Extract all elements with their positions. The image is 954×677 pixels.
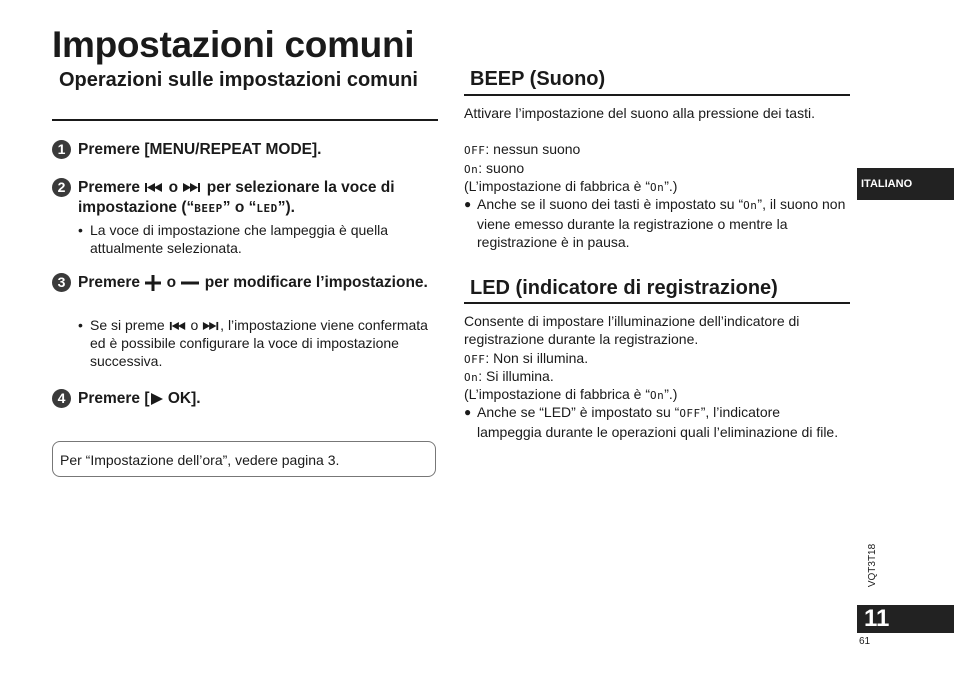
reference-note: Per “Impostazione dell’ora”, vedere pagina 3.	[52, 441, 436, 477]
divider	[52, 119, 438, 121]
bullet-dot: ●	[464, 405, 472, 419]
skip-back-icon	[169, 321, 187, 331]
beep-segment-label: BEEP	[194, 202, 223, 215]
play-icon	[150, 392, 164, 406]
step-number: 3	[52, 273, 71, 292]
beep-intro: Attivare l’impostazione del suono alla pressione dei tasti.	[464, 105, 815, 121]
off-segment-label: OFF	[464, 144, 486, 157]
bullet-dot: ●	[464, 197, 472, 211]
off-segment-label: OFF	[464, 353, 486, 366]
led-intro: Consente di impostare l’illuminazione dell’indicatore di registrazione durante la registrazione.	[464, 313, 800, 348]
skip-forward-icon	[182, 182, 202, 193]
model-code: VQT3T18	[867, 543, 879, 588]
step-number: 1	[52, 140, 71, 159]
beep-factory-default: (L’impostazione di fabbrica è “On”.)	[464, 178, 678, 194]
section-subtitle: Operazioni sulle impostazioni comuni	[59, 69, 418, 91]
led-note: Anche se “LED” è impostato su “OFF”, l’indicatore lampeggia durante le operazioni quali l’eliminazione di file.	[477, 404, 839, 441]
led-option-on: On: Si illumina.	[464, 368, 554, 384]
plus-icon	[144, 274, 162, 292]
beep-option-off: OFF: nessun suono	[464, 141, 581, 157]
sub-page-number: 61	[859, 636, 871, 647]
skip-forward-icon	[202, 321, 220, 331]
language-tab: ITALIANO	[857, 168, 954, 200]
led-factory-default: (L’impostazione di fabbrica è “On”.)	[464, 386, 678, 402]
step-number: 2	[52, 178, 71, 197]
beep-note: Anche se il suono dei tasti è impostato su “On”, il suono non viene emesso durante la registrazione o mentre la registrazione è in pausa.	[477, 196, 846, 251]
skip-back-icon	[144, 182, 164, 193]
divider	[464, 302, 850, 304]
beep-section-title: BEEP (Suono)	[470, 68, 606, 90]
led-section-title: LED (indicatore di registrazione)	[470, 277, 778, 299]
on-segment-label: On	[464, 371, 479, 384]
page-title: Impostazioni comuni	[52, 24, 415, 65]
beep-option-on: On: suono	[464, 160, 525, 176]
led-segment-label: LED	[256, 202, 278, 215]
step-number: 4	[52, 389, 71, 408]
led-option-off: OFF: Non si illumina.	[464, 350, 589, 366]
step-text: Premere [MENU/REPEAT MODE].	[78, 141, 322, 158]
minus-icon	[180, 274, 200, 292]
step-text: Premere [ OK].	[78, 390, 201, 407]
step-text: Premere o per modificare l’impostazione.	[78, 274, 428, 291]
page-number: 11	[857, 605, 954, 633]
on-segment-label: On	[464, 163, 479, 176]
divider	[464, 94, 850, 96]
step-text: Premere o per selezionare la voce di impostazione (“BEEP” o “LED”).	[78, 179, 395, 216]
